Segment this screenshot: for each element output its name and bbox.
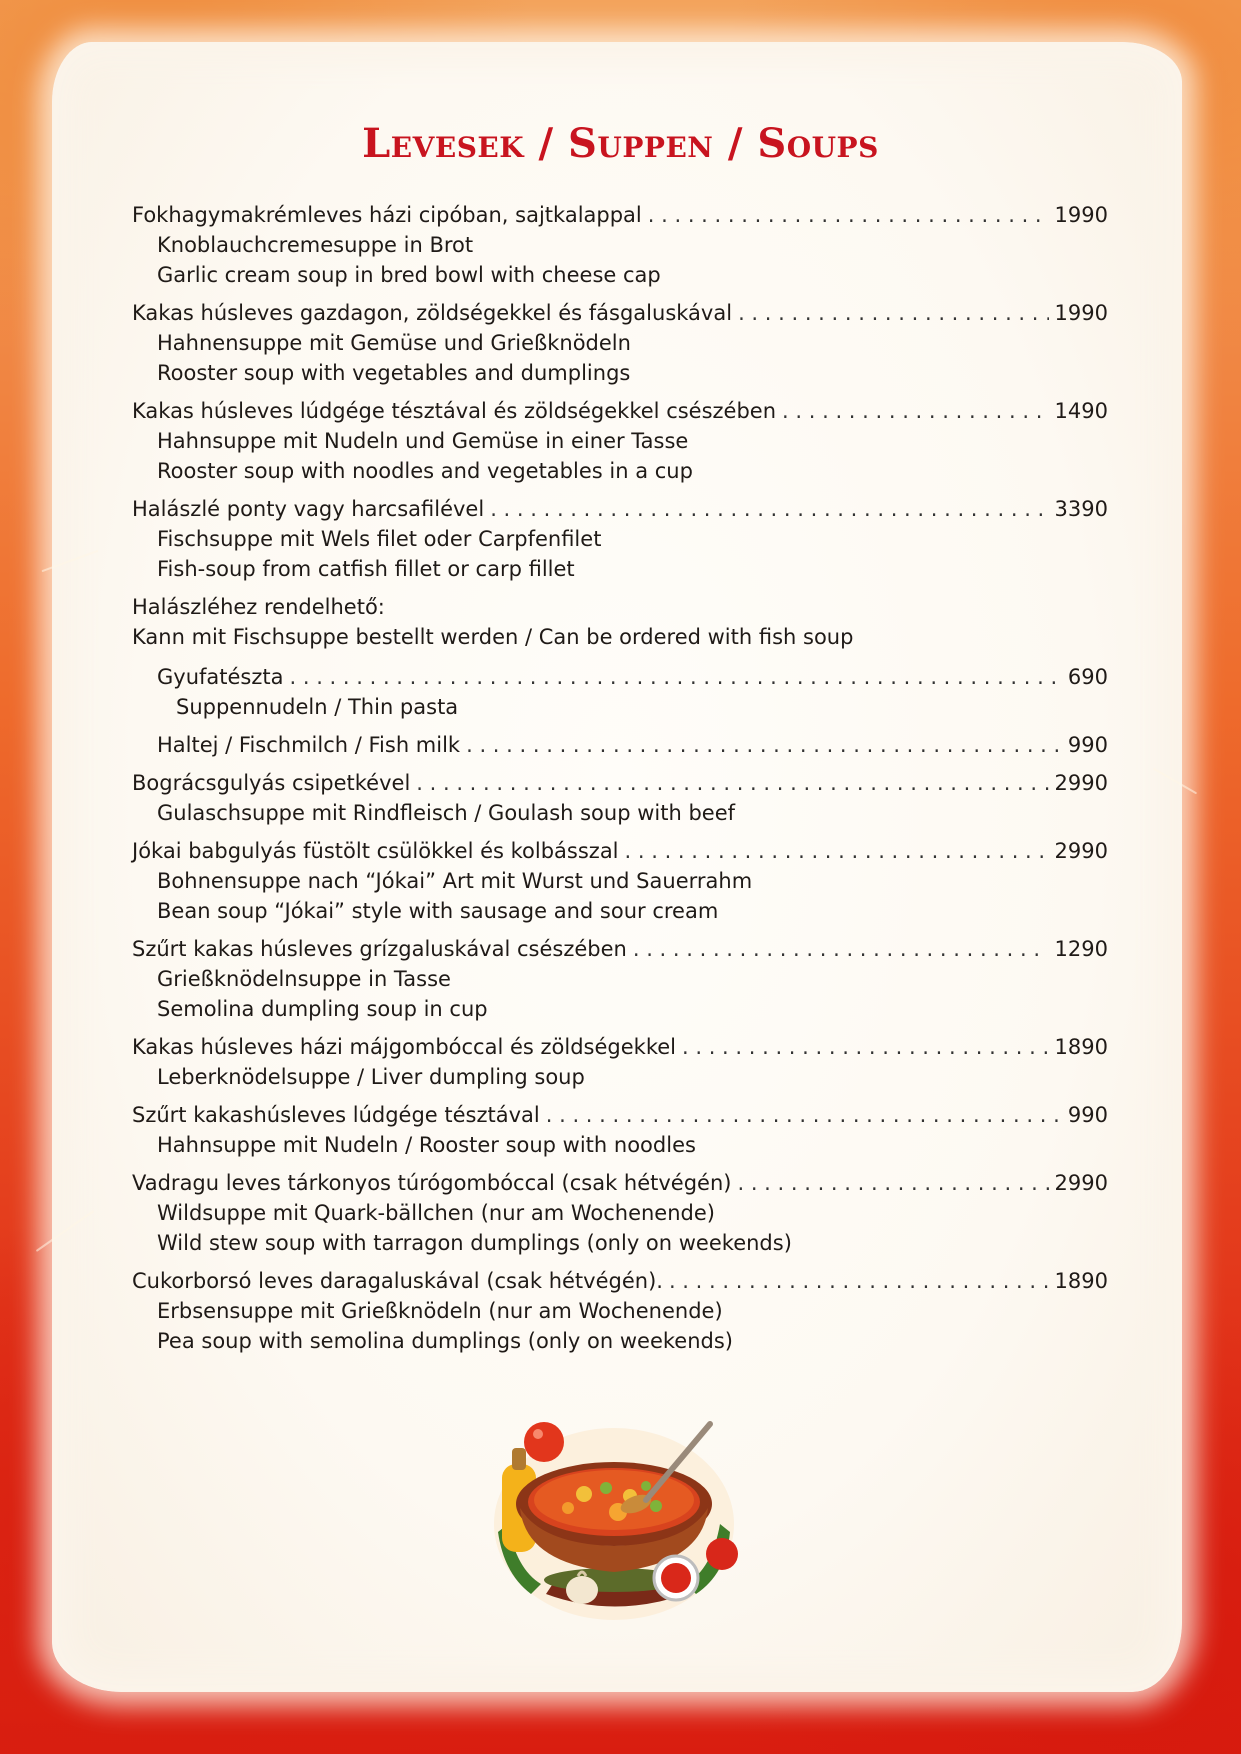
menu-item bbox=[132, 836, 1108, 926]
menu-item bbox=[132, 396, 1108, 486]
leader-dots bbox=[633, 934, 1049, 964]
soup-menu bbox=[132, 200, 1108, 1364]
addon-note bbox=[132, 592, 1108, 652]
item-name: Kakas húsleves lúdgége tésztával és zöldségekkel csészében bbox=[132, 399, 777, 423]
item-name: Bográcsgulyás csipetkével bbox=[132, 771, 411, 795]
item-price: 2990 bbox=[1054, 771, 1108, 795]
item-translation: Semolina dumpling soup in cup bbox=[157, 997, 488, 1021]
item-translation: Hahnsuppe mit Nudeln und Gemüse in einer Tasse bbox=[157, 429, 689, 453]
item-name: Jókai babgulyás füstölt csülökkel és kolbásszal bbox=[132, 839, 619, 863]
addon-item bbox=[132, 662, 1108, 722]
addon-name: Haltej / Fischmilch / Fish milk bbox=[157, 733, 461, 757]
leader-dots bbox=[669, 1266, 1049, 1296]
addon-note-hu: Halászléhez rendelhető: bbox=[132, 595, 385, 619]
addon-price: 990 bbox=[1067, 733, 1108, 757]
menu-item bbox=[132, 494, 1108, 584]
item-name: Kakas húsleves házi májgombóccal és zöldségekkel bbox=[132, 1035, 676, 1059]
menu-item bbox=[132, 1032, 1108, 1092]
addon-name: Gyufatészta bbox=[157, 665, 284, 689]
leader-dots bbox=[546, 1100, 1062, 1130]
leader-dots bbox=[738, 298, 1048, 328]
leader-dots bbox=[290, 662, 1062, 692]
item-name: Fokhagymakrémleves házi cipóban, sajtkalappal bbox=[132, 203, 642, 227]
menu-item bbox=[132, 1100, 1108, 1160]
item-translation: Erbsensuppe mit Grießknödeln (nur am Wochenende) bbox=[157, 1299, 723, 1323]
leader-dots bbox=[782, 396, 1049, 426]
leader-dots bbox=[625, 836, 1049, 866]
menu-item bbox=[132, 934, 1108, 1024]
leader-dots bbox=[737, 1168, 1048, 1198]
item-price: 1490 bbox=[1054, 399, 1108, 423]
leader-dots bbox=[416, 768, 1048, 798]
item-price: 990 bbox=[1067, 1103, 1108, 1127]
leader-dots bbox=[490, 494, 1048, 524]
page-title: Levesek / Suppen / Soups bbox=[362, 120, 879, 167]
item-translation: Grießknödelnsuppe in Tasse bbox=[157, 967, 451, 991]
addon-translation: Suppennudeln / Thin pasta bbox=[176, 695, 459, 719]
menu-item bbox=[132, 1168, 1108, 1258]
item-translation: Bohnensuppe nach “Jókai” Art mit Wurst und Sauerrahm bbox=[157, 869, 753, 893]
item-translation: Wild stew soup with tarragon dumplings (only on weekends) bbox=[157, 1231, 792, 1255]
item-translation: Fish-soup from catfish fillet or carp fillet bbox=[157, 557, 575, 581]
soup-bowl-illustration bbox=[486, 1404, 742, 1626]
addon-price: 690 bbox=[1067, 665, 1108, 689]
item-price: 1990 bbox=[1054, 301, 1108, 325]
menu-item bbox=[132, 768, 1108, 828]
addon-item bbox=[132, 730, 1108, 760]
leader-dots bbox=[682, 1032, 1049, 1062]
item-name: Szűrt kakas húsleves grízgaluskával csészében bbox=[132, 937, 627, 961]
item-translation: Fischsuppe mit Wels filet oder Carpfenfilet bbox=[157, 527, 602, 551]
item-name: Halászlé ponty vagy harcsafilével bbox=[132, 497, 485, 521]
leader-dots bbox=[648, 200, 1049, 230]
item-translation: Rooster soup with vegetables and dumplings bbox=[157, 361, 631, 385]
item-translation: Leberknödelsuppe / Liver dumpling soup bbox=[157, 1065, 585, 1089]
item-price: 2990 bbox=[1054, 1171, 1108, 1195]
addon-note-translation: Kann mit Fischsuppe bestellt werden / Can be ordered with fish soup bbox=[132, 625, 854, 649]
item-price: 1990 bbox=[1054, 203, 1108, 227]
item-translation: Bean soup “Jókai” style with sausage and sour cream bbox=[157, 899, 719, 923]
item-price: 3390 bbox=[1054, 497, 1108, 521]
item-translation: Gulaschsuppe mit Rindfleisch / Goulash soup with beef bbox=[157, 801, 736, 825]
item-translation: Garlic cream soup in bred bowl with cheese cap bbox=[157, 263, 661, 287]
item-translation: Hahnsuppe mit Nudeln / Rooster soup with noodles bbox=[157, 1133, 696, 1157]
item-translation: Wildsuppe mit Quark-bällchen (nur am Wochenende) bbox=[157, 1201, 715, 1225]
item-translation: Hahnensuppe mit Gemüse und Grießknödeln bbox=[157, 331, 631, 355]
menu-item bbox=[132, 200, 1108, 290]
item-price: 2990 bbox=[1054, 839, 1108, 863]
item-name: Cukorborsó leves daragaluskával (csak hétvégén). bbox=[132, 1269, 663, 1293]
item-translation: Pea soup with semolina dumplings (only on weekends) bbox=[157, 1329, 733, 1353]
leader-dots bbox=[466, 730, 1062, 760]
menu-item bbox=[132, 1266, 1108, 1356]
item-name: Kakas húsleves gazdagon, zöldségekkel és fásgaluskával bbox=[132, 301, 733, 325]
item-translation: Knoblauchcremesuppe in Brot bbox=[157, 233, 474, 257]
item-price: 1290 bbox=[1054, 937, 1108, 961]
item-translation: Rooster soup with noodles and vegetables in a cup bbox=[157, 459, 693, 483]
item-price: 1890 bbox=[1054, 1269, 1108, 1293]
item-price: 1890 bbox=[1054, 1035, 1108, 1059]
menu-item bbox=[132, 298, 1108, 388]
item-name: Vadragu leves tárkonyos túrógombóccal (csak hétvégén) bbox=[132, 1171, 732, 1195]
item-name: Szűrt kakashúsleves lúdgége tésztával bbox=[132, 1103, 540, 1127]
